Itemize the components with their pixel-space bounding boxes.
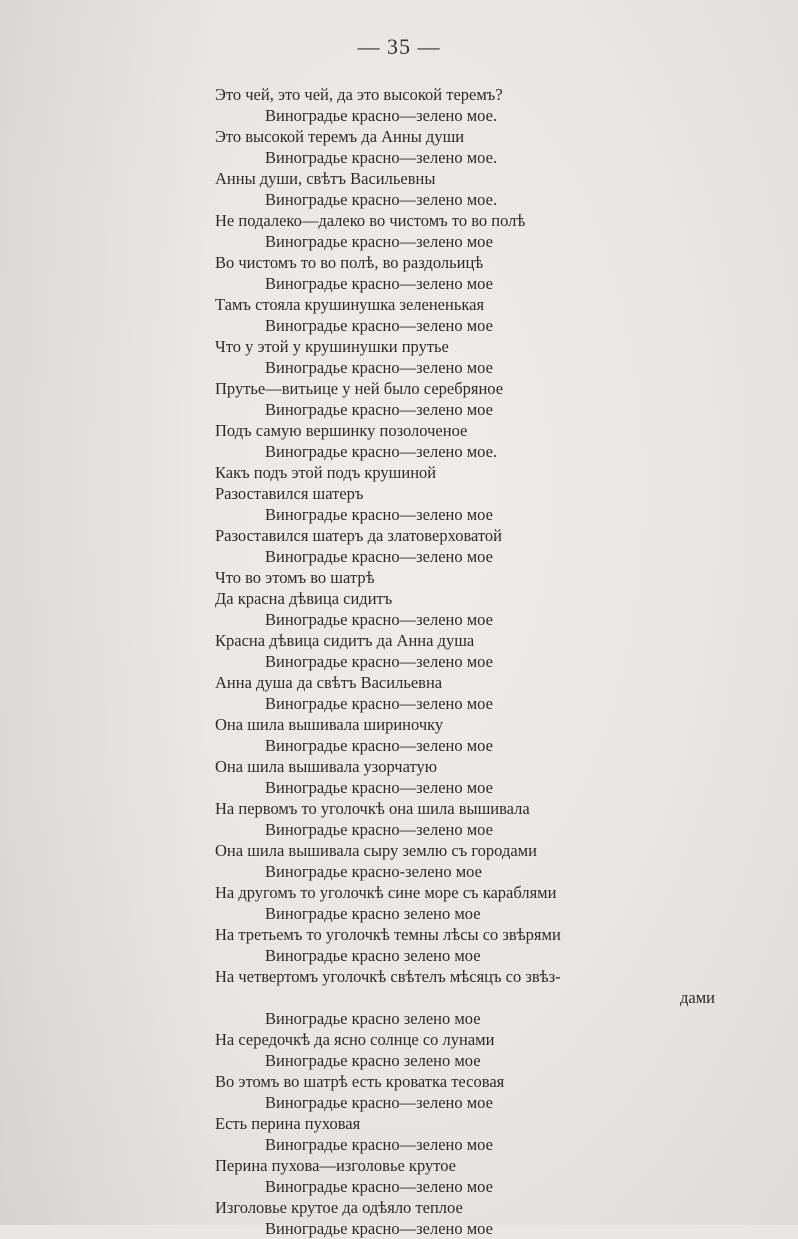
refrain-line: Виноградье красно—зелено мое bbox=[265, 820, 493, 839]
verse-line: Она шила вышивала шириночку bbox=[215, 715, 444, 734]
refrain-line: Виноградье красно—зелено мое. bbox=[265, 442, 498, 461]
refrain-line: Виноградье красно—зелено мое bbox=[265, 694, 493, 713]
refrain-line: Виноградье красно—зелено мое bbox=[265, 232, 493, 251]
refrain-line: Виноградье красно—зелено мое bbox=[265, 400, 493, 419]
refrain-line: Виноградье красно—зелено мое bbox=[265, 547, 493, 566]
verse-line: Красна дѣвица сидитъ да Анна душа bbox=[215, 631, 475, 650]
verse-line: Какъ подъ этой подъ крушиной bbox=[215, 463, 437, 482]
page-number: — 35 — bbox=[357, 34, 441, 59]
refrain-line: Виноградье красно—зелено мое. bbox=[265, 148, 498, 167]
refrain-line: Виноградье красно—зелено мое bbox=[265, 778, 493, 797]
verse-line: Это чей, это чей, да это высокой теремъ? bbox=[215, 85, 503, 104]
verse-line: Что во этомъ во шатрѣ bbox=[215, 568, 375, 587]
verse-line: Это высокой теремъ да Анны души bbox=[215, 127, 465, 146]
refrain-line: Виноградье красно—зелено мое bbox=[265, 274, 493, 293]
verse-line: Разоставился шатеръ да златоверховатой bbox=[215, 526, 502, 545]
verse-line: Изголовье крутое да одѣяло теплое bbox=[215, 1198, 463, 1217]
verse-line: Перина пухова—изголовье крутое bbox=[215, 1156, 456, 1175]
verse-line: Во чистомъ то во полѣ, во раздольицѣ bbox=[215, 253, 484, 272]
verse-line: На четвертомъ уголочкѣ свѣтелъ мѣсяцъ со звѣз- bbox=[215, 967, 561, 986]
verse-line: Не подалеко—далеко во чистомъ то во полѣ bbox=[215, 211, 526, 230]
verse-line: Прутье—витьице у ней было серебряное bbox=[215, 379, 504, 398]
verse-line: дами bbox=[680, 988, 715, 1007]
refrain-line: Виноградье красно—зелено мое bbox=[265, 505, 493, 524]
refrain-line: Виноградье красно зелено мое bbox=[265, 1051, 481, 1070]
verse-line: Да красна дѣвица сидитъ bbox=[215, 589, 393, 608]
refrain-line: Виноградье красно—зелено мое bbox=[265, 652, 493, 671]
verse-line: Она шила вышивала сыру землю съ городами bbox=[215, 841, 537, 860]
verse-line: Подъ самую вершинку позолоченое bbox=[215, 421, 468, 440]
verse-line: Разоставился шатеръ bbox=[215, 484, 364, 503]
verse-line: Она шила вышивала узорчатую bbox=[215, 757, 438, 776]
verse-line: Есть перина пуховая bbox=[215, 1114, 361, 1133]
refrain-line: Виноградье красно—зелено мое bbox=[265, 1219, 493, 1238]
refrain-line: Виноградье красно—зелено мое bbox=[265, 610, 493, 629]
refrain-line: Виноградье красно—зелено мое. bbox=[265, 106, 498, 125]
verse-line: На первомъ то уголочкѣ она шила вышивала bbox=[215, 799, 530, 818]
refrain-line: Виноградье красно зелено мое bbox=[265, 1009, 481, 1028]
refrain-line: Виноградье красно—зелено мое bbox=[265, 1177, 493, 1196]
verse-line: Тамъ стояла крушинушка зелененькая bbox=[215, 295, 485, 314]
refrain-line: Виноградье красно-зелено мое bbox=[265, 862, 482, 881]
verse-line: Что у этой у крушинушки прутье bbox=[215, 337, 449, 356]
verse-line: На другомъ то уголочкѣ сине море съ караблями bbox=[215, 883, 557, 902]
refrain-line: Виноградье красно—зелено мое bbox=[265, 358, 493, 377]
refrain-line: Виноградье красно—зелено мое bbox=[265, 1135, 493, 1154]
refrain-line: Виноградье красно зелено мое bbox=[265, 946, 481, 965]
verse-line: Во этомъ во шатрѣ есть кроватка тесовая bbox=[215, 1072, 505, 1091]
refrain-line: Виноградье красно зелено мое bbox=[265, 904, 481, 923]
refrain-line: Виноградье красно—зелено мое bbox=[265, 1093, 493, 1112]
verse-line: На середочкѣ да ясно солнце со лунами bbox=[215, 1030, 495, 1049]
verse-line: Анна душа да свѣтъ Васильевна bbox=[215, 673, 443, 692]
verse-line: На третьемъ то уголочкѣ темны лѣсы со звѣрями bbox=[215, 925, 561, 944]
refrain-line: Виноградье красно—зелено мое bbox=[265, 316, 493, 335]
refrain-line: Виноградье красно—зелено мое. bbox=[265, 190, 498, 209]
page-shading bbox=[0, 0, 215, 1225]
refrain-line: Виноградье красно—зелено мое bbox=[265, 736, 493, 755]
verse-line: Анны души, свѣтъ Васильевны bbox=[215, 169, 436, 188]
poem-text bbox=[215, 84, 715, 1239]
